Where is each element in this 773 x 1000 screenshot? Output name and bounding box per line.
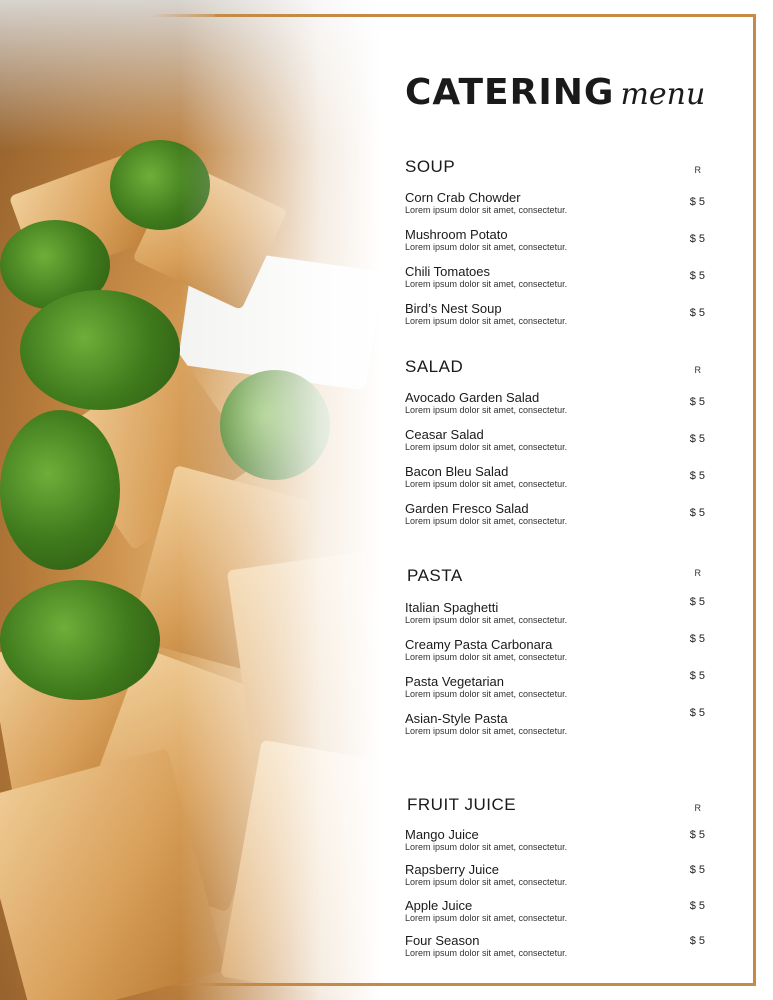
- item-description: Lorem ipsum dolor sit amet, consectetur.: [405, 948, 568, 958]
- menu-item: [405, 301, 715, 335]
- item-price: $ 5: [689, 307, 705, 319]
- item-price: $ 5: [689, 633, 705, 645]
- item-description: Lorem ipsum dolor sit amet, consectetur.: [405, 726, 568, 736]
- item-name: Corn Crab Chowder: [405, 190, 521, 205]
- section-soup: [405, 157, 715, 335]
- menu-title: [405, 72, 705, 113]
- parsley-garnish: [0, 410, 120, 570]
- item-price: $ 5: [689, 270, 705, 282]
- menu-item: [405, 464, 715, 501]
- item-description: Lorem ipsum dolor sit amet, consectetur.: [405, 479, 568, 489]
- section-fruit-juice: [405, 795, 715, 967]
- currency-label: R: [694, 803, 701, 813]
- item-price: $ 5: [689, 864, 705, 876]
- section-salad: [405, 357, 715, 535]
- item-description: Lorem ipsum dolor sit amet, consectetur.: [405, 615, 568, 625]
- item-description: Lorem ipsum dolor sit amet, consectetur.: [405, 516, 568, 526]
- item-description: Lorem ipsum dolor sit amet, consectetur.: [405, 316, 568, 326]
- item-description: Lorem ipsum dolor sit amet, consectetur.: [405, 689, 568, 699]
- currency-label: R: [694, 568, 701, 578]
- item-description: Lorem ipsum dolor sit amet, consectetur.: [405, 913, 568, 923]
- item-name: Bird’s Nest Soup: [405, 301, 502, 316]
- item-name: Apple Juice: [405, 898, 473, 913]
- item-description: Lorem ipsum dolor sit amet, consectetur.: [405, 405, 568, 415]
- item-price: $ 5: [689, 670, 705, 682]
- item-price: $ 5: [689, 396, 705, 408]
- item-price: $ 5: [689, 196, 705, 208]
- section-pasta: [405, 566, 715, 745]
- item-price: $ 5: [689, 433, 705, 445]
- parsley-garnish: [20, 290, 180, 410]
- menu-item: [405, 264, 715, 301]
- item-name: Chili Tomatoes: [405, 264, 491, 279]
- section-title: PASTA: [407, 566, 463, 585]
- menu-item: [405, 707, 715, 745]
- item-description: Lorem ipsum dolor sit amet, consectetur.: [405, 242, 568, 252]
- item-name: Rapsberry Juice: [405, 862, 499, 877]
- menu-item: [405, 898, 715, 933]
- item-price: $ 5: [689, 596, 705, 608]
- menu-item: [405, 827, 715, 862]
- menu-item: [405, 670, 715, 711]
- parsley-garnish: [0, 580, 160, 700]
- menu-item: [405, 190, 715, 227]
- section-title: FRUIT JUICE: [407, 795, 517, 814]
- item-price: $ 5: [689, 900, 705, 912]
- currency-label: R: [694, 165, 701, 175]
- item-name: Bacon Bleu Salad: [405, 464, 509, 479]
- frame-top-accent: [150, 14, 230, 17]
- item-price: $ 5: [689, 507, 705, 519]
- item-name: Asian-Style Pasta: [405, 711, 508, 726]
- item-name: Avocado Garden Salad: [405, 390, 540, 405]
- frame-bottom-accent: [150, 983, 230, 986]
- menu-item: [405, 227, 715, 264]
- item-name: Italian Spaghetti: [405, 600, 499, 615]
- item-name: Four Season: [405, 933, 480, 948]
- item-price: $ 5: [689, 935, 705, 947]
- item-description: Lorem ipsum dolor sit amet, consectetur.: [405, 279, 568, 289]
- item-name: Creamy Pasta Carbonara: [405, 637, 553, 652]
- menu-item: [405, 596, 715, 637]
- menu-item: [405, 390, 715, 427]
- item-name: Ceasar Salad: [405, 427, 484, 442]
- item-description: Lorem ipsum dolor sit amet, consectetur.: [405, 205, 568, 215]
- title-script-text: menu: [620, 77, 706, 112]
- currency-label: R: [694, 365, 701, 375]
- menu-item: [405, 501, 715, 535]
- item-description: Lorem ipsum dolor sit amet, consectetur.: [405, 842, 568, 852]
- item-name: Garden Fresco Salad: [405, 501, 529, 516]
- item-description: Lorem ipsum dolor sit amet, consectetur.: [405, 652, 568, 662]
- item-price: $ 5: [689, 470, 705, 482]
- menu-item: [405, 933, 715, 967]
- menu-item: [405, 862, 715, 898]
- item-name: Pasta Vegetarian: [405, 674, 505, 689]
- item-price: $ 5: [689, 829, 705, 841]
- item-price: $ 5: [689, 233, 705, 245]
- item-price: $ 5: [689, 707, 705, 719]
- title-main-text: CATERING: [405, 72, 615, 113]
- item-description: Lorem ipsum dolor sit amet, consectetur.: [405, 442, 568, 452]
- item-name: Mushroom Potato: [405, 227, 508, 242]
- item-description: Lorem ipsum dolor sit amet, consectetur.: [405, 877, 568, 887]
- menu-item: [405, 427, 715, 464]
- menu-item: [405, 633, 715, 674]
- item-name: Mango Juice: [405, 827, 479, 842]
- section-title: SOUP: [405, 157, 456, 176]
- section-title: SALAD: [405, 357, 464, 376]
